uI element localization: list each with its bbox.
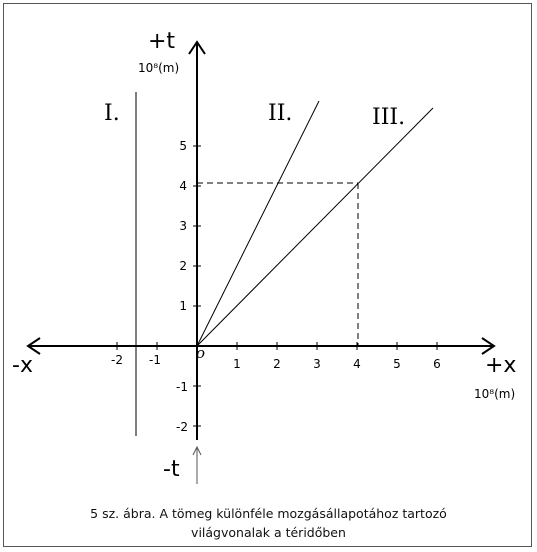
worldline-III-label: III. bbox=[372, 105, 406, 130]
t-tick-label: 2 bbox=[179, 259, 187, 273]
x-minus-label: -x bbox=[12, 353, 33, 378]
t-unit-label: 10⁸(m) bbox=[138, 61, 180, 75]
x-plus-label: +x bbox=[485, 353, 517, 378]
worldline-I-label: I. bbox=[104, 101, 120, 126]
x-tick-label: 5 bbox=[393, 357, 401, 371]
caption-line-2: világvonalak a téridőben bbox=[191, 525, 346, 540]
x-tick-label: 6 bbox=[433, 357, 441, 371]
t-tick-label: -1 bbox=[176, 380, 188, 394]
x-tick-label: 4 bbox=[353, 357, 361, 371]
t-minus-label: -t bbox=[163, 457, 180, 482]
t-tick-label: 4 bbox=[179, 179, 187, 193]
t-plus-label: +t bbox=[148, 29, 176, 54]
x-tick-label: 1 bbox=[233, 357, 241, 371]
x-tick-label: 2 bbox=[273, 357, 281, 371]
worldline-III bbox=[197, 108, 433, 346]
worldline-II-label: II. bbox=[268, 101, 293, 126]
figure-caption bbox=[0, 504, 537, 542]
worldline-II bbox=[197, 101, 319, 346]
t-tick-label: 3 bbox=[179, 219, 187, 233]
t-tick-label: -2 bbox=[176, 420, 188, 434]
x-unit-label: 10⁸(m) bbox=[474, 387, 516, 401]
t-tick-label: 1 bbox=[179, 299, 187, 313]
t-tick-label: 5 bbox=[179, 139, 187, 153]
origin-label: o bbox=[196, 344, 206, 362]
x-tick-label: -1 bbox=[149, 353, 161, 367]
x-tick-label: 3 bbox=[313, 357, 321, 371]
x-tick-label: -2 bbox=[111, 353, 123, 367]
caption-line-1: 5 sz. ábra. A tömeg különféle mozgásállapotához tartozó bbox=[90, 506, 447, 521]
